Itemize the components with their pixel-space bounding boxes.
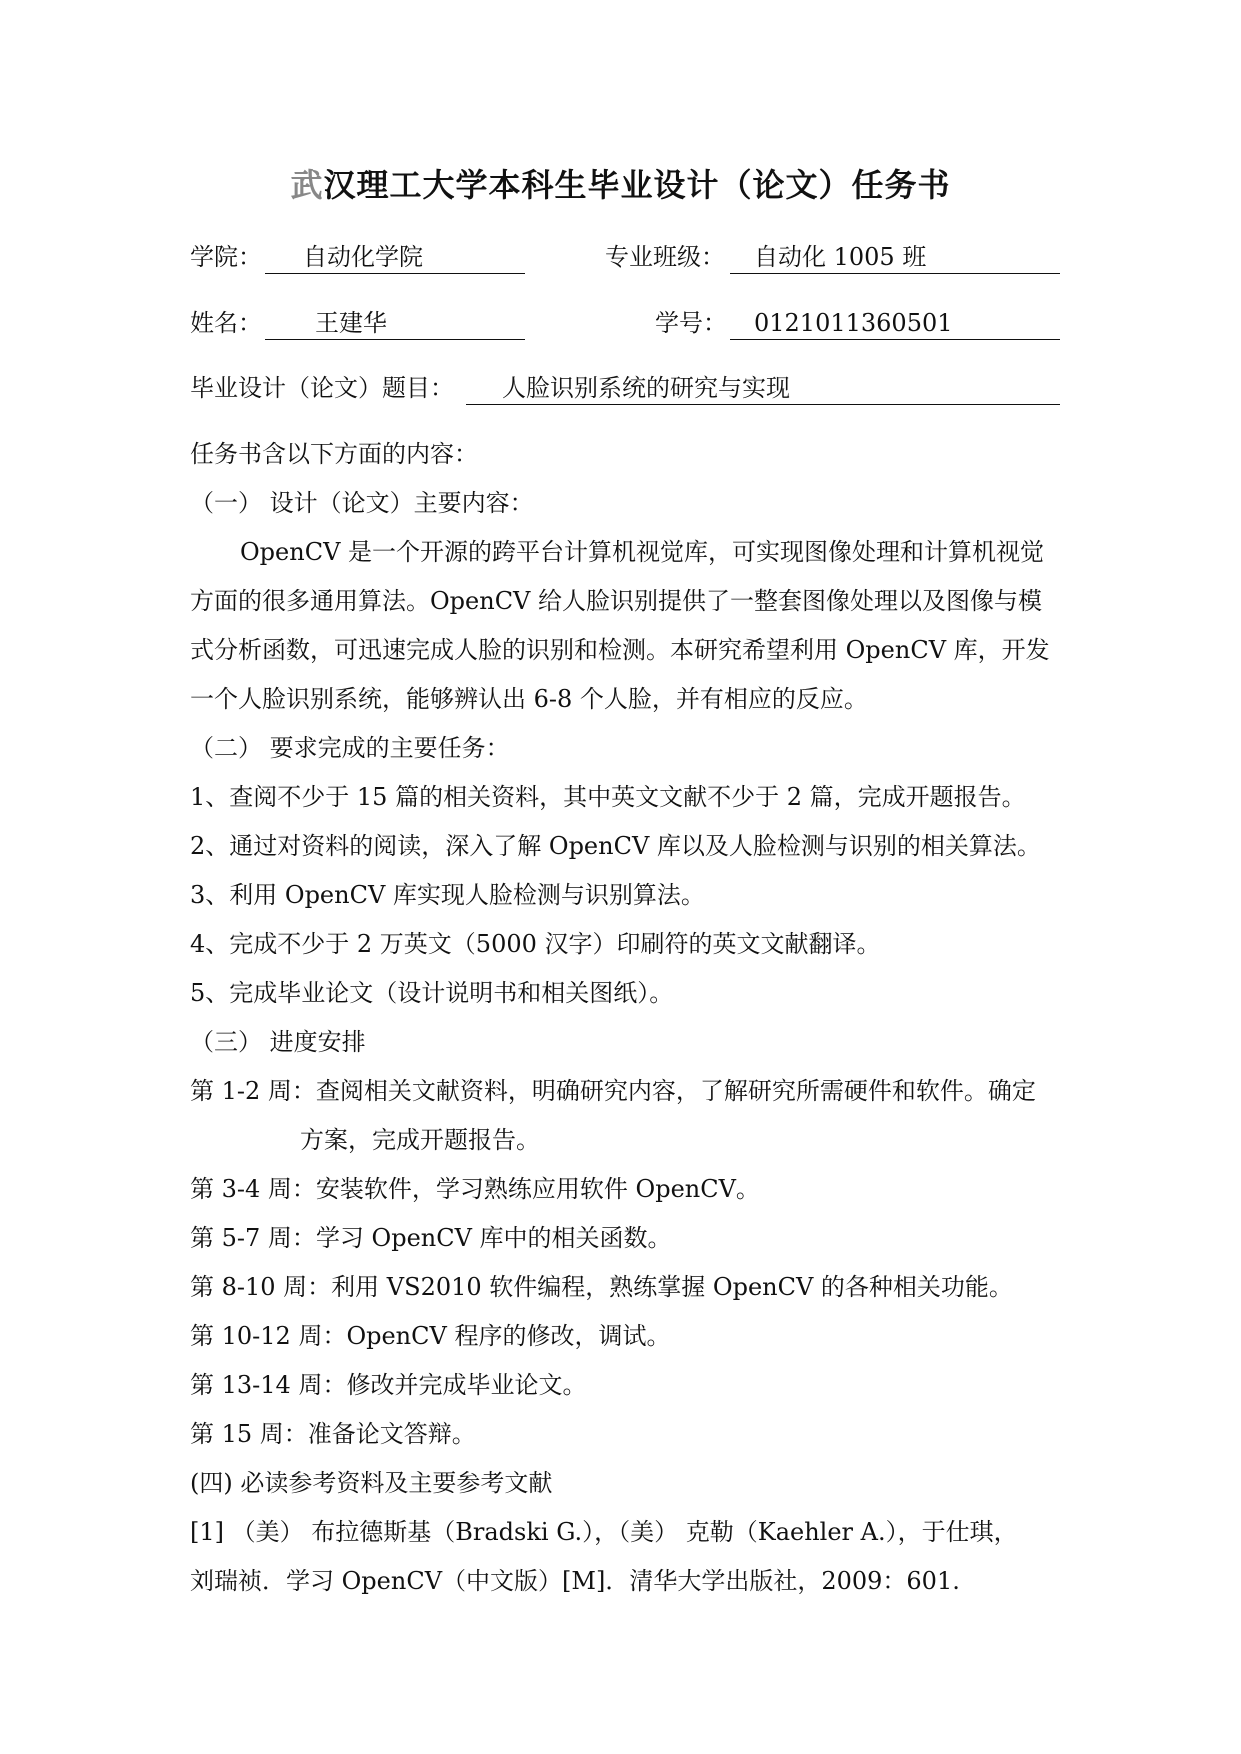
schedule-item: 第 1-2 周：查阅相关文献资料，明确研究内容，了解研究所需硬件和软件。确定	[190, 1077, 1036, 1105]
schedule-item: 第 15 周：准备论文答辩。	[190, 1420, 476, 1448]
college-label: 学院：	[190, 243, 262, 271]
schedule-item: 第 5-7 周：学习 OpenCV 库中的相关函数。	[190, 1224, 672, 1252]
task-item: 4、完成不少于 2 万英文（5000 汉字）印刷符的英文文献翻译。	[190, 930, 881, 958]
title-rest: 汉理工大学本科生毕业设计（论文）任务书	[323, 166, 951, 204]
document-title	[0, 160, 1241, 206]
class-label: 专业班级：	[605, 243, 725, 271]
section2-heading: （二） 要求完成的主要任务：	[190, 734, 510, 762]
intro-text: 任务书含以下方面的内容：	[190, 440, 478, 468]
student-id-label: 学号：	[655, 309, 727, 337]
title-first-char: 武	[290, 166, 324, 204]
schedule-item: 第 13-14 周：修改并完成毕业论文。	[190, 1371, 587, 1399]
task-item: 1、查阅不少于 15 篇的相关资料，其中英文文献不少于 2 篇，完成开题报告。	[190, 783, 1026, 811]
section4-heading: (四) 必读参考资料及主要参考文献	[190, 1469, 553, 1497]
college-value: 自动化学院	[303, 243, 423, 271]
section3-heading: （三） 进度安排	[190, 1028, 366, 1056]
task-item: 3、利用 OpenCV 库实现人脸检测与识别算法。	[190, 881, 705, 909]
schedule-item: 第 10-12 周：OpenCV 程序的修改，调试。	[190, 1322, 671, 1350]
student-id-value: 0121011360501	[754, 309, 953, 337]
student-id-field	[730, 307, 1060, 340]
class-field	[730, 241, 1060, 274]
task-item: 2、通过对资料的阅读，深入了解 OpenCV 库以及人脸检测与识别的相关算法。	[190, 832, 1041, 860]
section1-heading: （一） 设计（论文）主要内容：	[190, 489, 534, 517]
name-value: 王建华	[315, 309, 387, 337]
schedule-item-continuation: 方案，完成开题报告。	[300, 1126, 540, 1154]
name-field	[265, 307, 525, 340]
class-value: 自动化 1005 班	[754, 243, 927, 271]
topic-label: 毕业设计（论文）题目：	[190, 374, 454, 402]
topic-field	[466, 372, 1060, 405]
schedule-item: 第 8-10 周：利用 VS2010 软件编程，熟练掌握 OpenCV 的各种相关功能。	[190, 1273, 1013, 1301]
section1-body-text: OpenCV 是一个开源的跨平台计算机视觉库，可实现图像处理和计算机视觉方面的很多通用算法。OpenCV 给人脸识别提供了一整套图像处理以及图像与模式分析函数，可迅速完成人脸的识别和检测。本研究希望利用 OpenCV 库，开发一个人脸识别系统，能够辨认出 6-8 个人脸，并有相应的反应。	[190, 538, 1050, 713]
name-label: 姓名：	[190, 309, 262, 337]
college-field	[265, 241, 525, 274]
topic-value: 人脸识别系统的研究与实现	[502, 374, 790, 402]
reference-line: 刘瑞祯．学习 OpenCV（中文版）[M]．清华大学出版社，2009：601.	[190, 1567, 960, 1595]
task-item: 5、完成毕业论文（设计说明书和相关图纸）。	[190, 979, 674, 1007]
reference-line: [1] （美） 布拉德斯基（Bradski G.），（美） 克勒（Kaehler A.），于仕琪，	[190, 1518, 1018, 1546]
section1-body	[190, 528, 1062, 724]
schedule-item: 第 3-4 周：安装软件，学习熟练应用软件 OpenCV。	[190, 1175, 760, 1203]
